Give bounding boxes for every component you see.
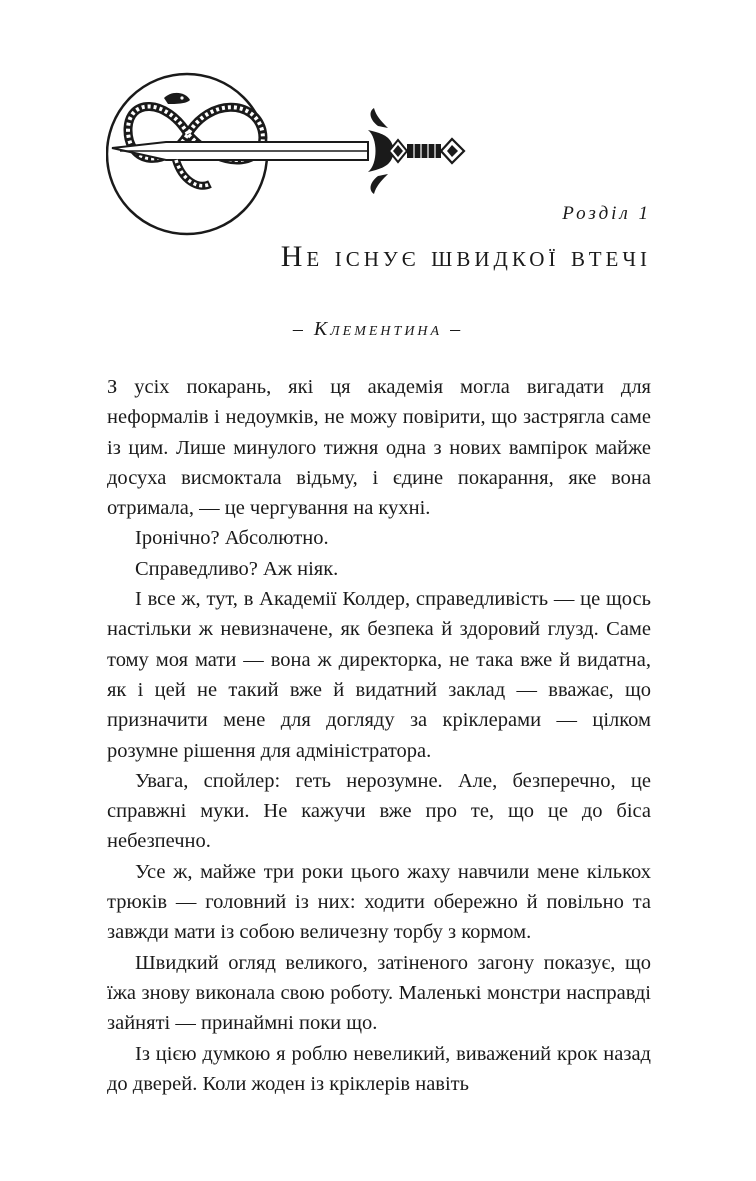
paragraph: І все ж, тут, в Академії Колдер, справедливість — це щось настільки ж невизначене, як безпека й здоровий глузд. Саме тому моя мати — вона ж директорка, не така вже й видатна, як і цей не такий вже й видатний заклад — вважає, що призначити мене для догляду за кріклерами — цілком розумне рішення для адміністратора. [107, 588, 651, 762]
narrator-heading: – Клементина – [292, 318, 464, 340]
ouroboros-snake-sword-icon [106, 68, 486, 240]
paragraph: Справедливо? Аж ніяк. [135, 557, 339, 580]
chapter-title: Не існує швидкої втечі [280, 240, 651, 273]
paragraph: Усе ж, майже три роки цього жаху навчили мене кількох трюків — головний із них: ходити обережно й повільно та завжди мати із собою величезну торбу з кормом. [107, 860, 651, 944]
paragraph: Швидкий огляд великого, затіненого загону показує, що їжа знову виконала свою роботу. Маленькі монстри насправді зайняті — принаймні поки що. [107, 951, 651, 1035]
paragraph: Увага, спойлер: геть нерозумне. Але, безперечно, це справжні муки. Не кажучи вже про те, що це до біса небезпечно. [107, 769, 651, 853]
paragraph: З усіх покарань, які ця академія могла вигадати для неформалів і недоумків, не можу повірити, що застрягла саме із цим. Лише минулого тижня одна з нових вампірок майже досуха висмоктала відьму, і єдине покарання, яке вона отримала, — це чергування на кухні. [107, 376, 651, 520]
chapter-body [107, 372, 651, 1099]
paragraph: Із цією думкою я роблю невеликий, виважений крок назад до дверей. Коли жоден із кріклерів навіть [107, 1042, 651, 1095]
paragraph: Іронічно? Абсолютно. [135, 527, 329, 550]
chapter-number: Розділ 1 [562, 203, 651, 224]
